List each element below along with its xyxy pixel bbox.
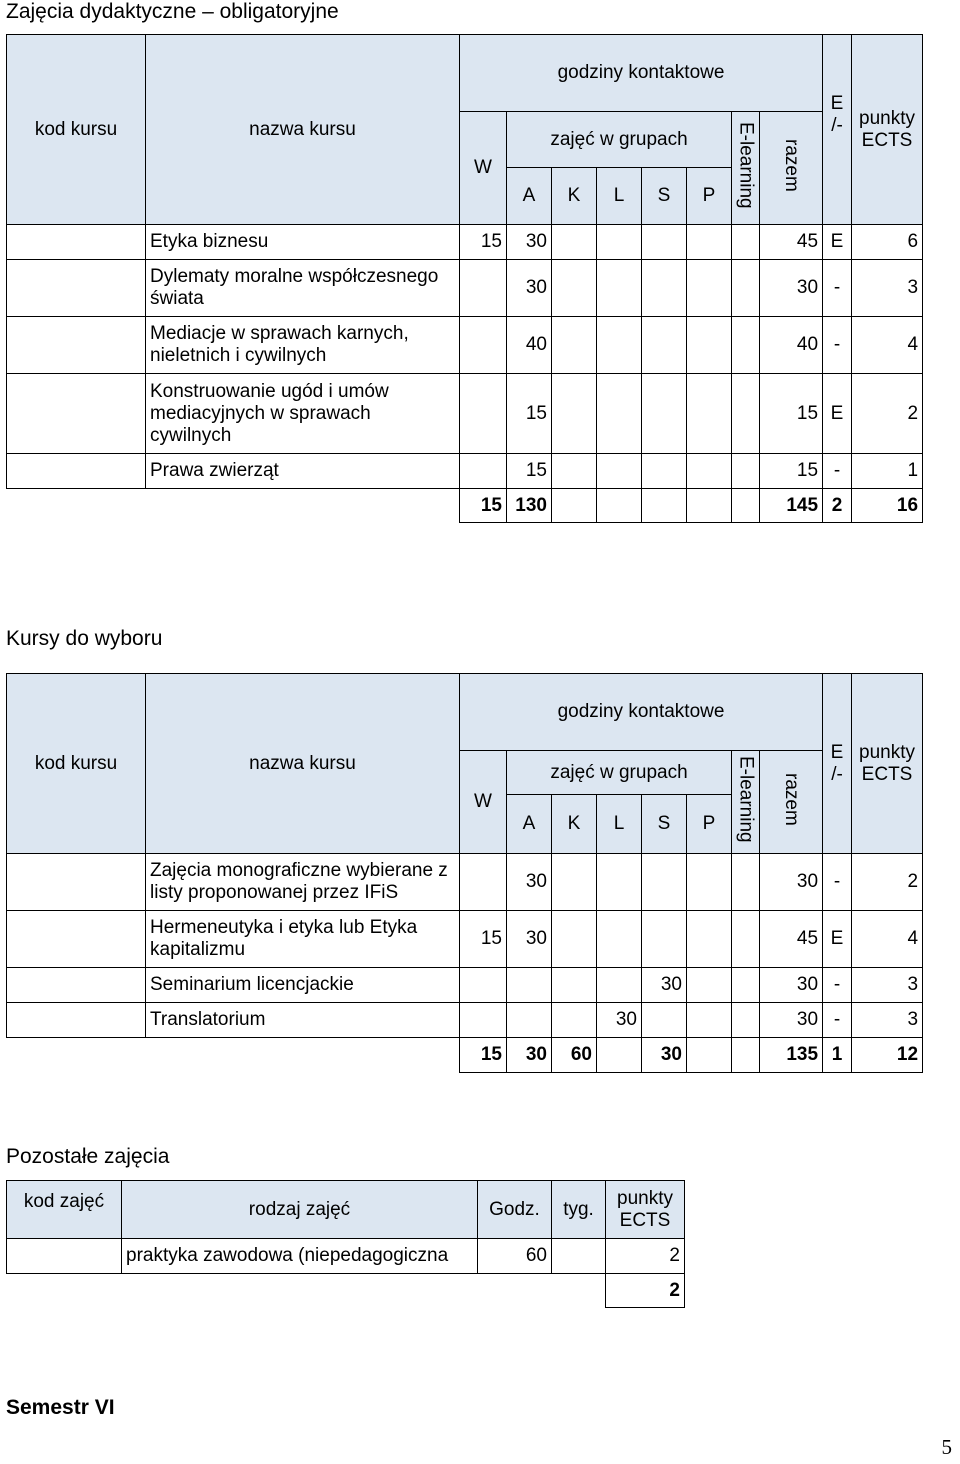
course-name: Hermeneutyka i etyka lub Etyka kapitalizmu [146, 911, 460, 968]
table-row: Mediacje w sprawach karnych, nieletnich i cywilnych 40 40 - 4 [7, 317, 923, 374]
header-k: K [552, 168, 597, 225]
header-elearning: E-learning [732, 751, 760, 854]
header-kod-zajec: kod zajęć [7, 1181, 122, 1239]
table-row: praktyka zawodowa (niepedagogiczna 60 2 [7, 1239, 685, 1274]
table-row: Seminarium licencjackie 30 30 - 3 [7, 968, 923, 1003]
header-p: P [687, 795, 732, 854]
header-razem: razem [760, 112, 823, 225]
obligatory-courses-table [6, 34, 923, 523]
course-name: Etyka biznesu [146, 225, 460, 260]
course-name: Seminarium licencjackie [146, 968, 460, 1003]
elective-courses-table [6, 673, 923, 1073]
course-name: Translatorium [146, 1003, 460, 1038]
header-p: P [687, 168, 732, 225]
course-name: Dylematy moralne współczesnego świata [146, 260, 460, 317]
course-name: Zajęcia monograficzne wybierane z listy proponowanej przez IFiS [146, 854, 460, 911]
course-name: Mediacje w sprawach karnych, nieletnich i cywilnych [146, 317, 460, 374]
total-row: 15 130 145 2 16 [7, 489, 923, 523]
header-zajec-w-grupach: zajęć w grupach [507, 112, 732, 168]
header-rodzaj-zajec: rodzaj zajęć [122, 1181, 478, 1239]
table-row: Hermeneutyka i etyka lub Etyka kapitalizmu 15 30 45 E 4 [7, 911, 923, 968]
header-ects: punkty ECTS [852, 674, 923, 854]
header-a: A [507, 168, 552, 225]
header-a: A [507, 795, 552, 854]
header-l: L [597, 795, 642, 854]
total-row: 15 30 60 30 135 1 12 [7, 1038, 923, 1073]
header-godziny-kontaktowe: godziny kontaktowe [460, 674, 823, 751]
table-row: Dylematy moralne współczesnego świata 30 30 - 3 [7, 260, 923, 317]
header-e: E /- [823, 674, 852, 854]
header-razem: razem [760, 751, 823, 854]
header-ects: punkty ECTS [606, 1181, 685, 1239]
header-k: K [552, 795, 597, 854]
total-row: 2 [7, 1274, 685, 1308]
page-number: 5 [941, 1435, 952, 1459]
header-kod-kursu: kod kursu [7, 35, 146, 225]
activity-name: praktyka zawodowa (niepedagogiczna [122, 1239, 478, 1274]
header-s: S [642, 795, 687, 854]
header-nazwa-kursu: nazwa kursu [146, 674, 460, 854]
header-godziny-kontaktowe: godziny kontaktowe [460, 35, 823, 112]
header-tyg: tyg. [552, 1181, 606, 1239]
header-e: E /- [823, 35, 852, 225]
course-name: Konstruowanie ugód i umów mediacyjnych w sprawach cywilnych [146, 374, 460, 454]
header-l: L [597, 168, 642, 225]
header-nazwa-kursu: nazwa kursu [146, 35, 460, 225]
section-title-obligatory: Zajęcia dydaktyczne – obligatoryjne [6, 0, 339, 23]
table-row: Translatorium 30 30 - 3 [7, 1003, 923, 1038]
other-activities-table [6, 1180, 685, 1308]
header-godz: Godz. [478, 1181, 552, 1239]
section-title-elective: Kursy do wyboru [6, 627, 163, 650]
header-elearning: E-learning [732, 112, 760, 225]
header-zajec-w-grupach: zajęć w grupach [507, 751, 732, 795]
semester-heading: Semestr VI [6, 1396, 115, 1419]
header-ects: punkty ECTS [852, 35, 923, 225]
header-w: W [460, 751, 507, 854]
course-name: Prawa zwierząt [146, 454, 460, 489]
table-row: Etyka biznesu 15 30 45 E 6 [7, 225, 923, 260]
header-kod-kursu: kod kursu [7, 674, 146, 854]
header-s: S [642, 168, 687, 225]
header-w: W [460, 112, 507, 225]
table-row: Konstruowanie ugód i umów mediacyjnych w sprawach cywilnych 15 15 E 2 [7, 374, 923, 454]
table-row: Prawa zwierząt 15 15 - 1 [7, 454, 923, 489]
section-title-other: Pozostałe zajęcia [6, 1145, 170, 1168]
table-row: Zajęcia monograficzne wybierane z listy proponowanej przez IFiS 30 30 - 2 [7, 854, 923, 911]
